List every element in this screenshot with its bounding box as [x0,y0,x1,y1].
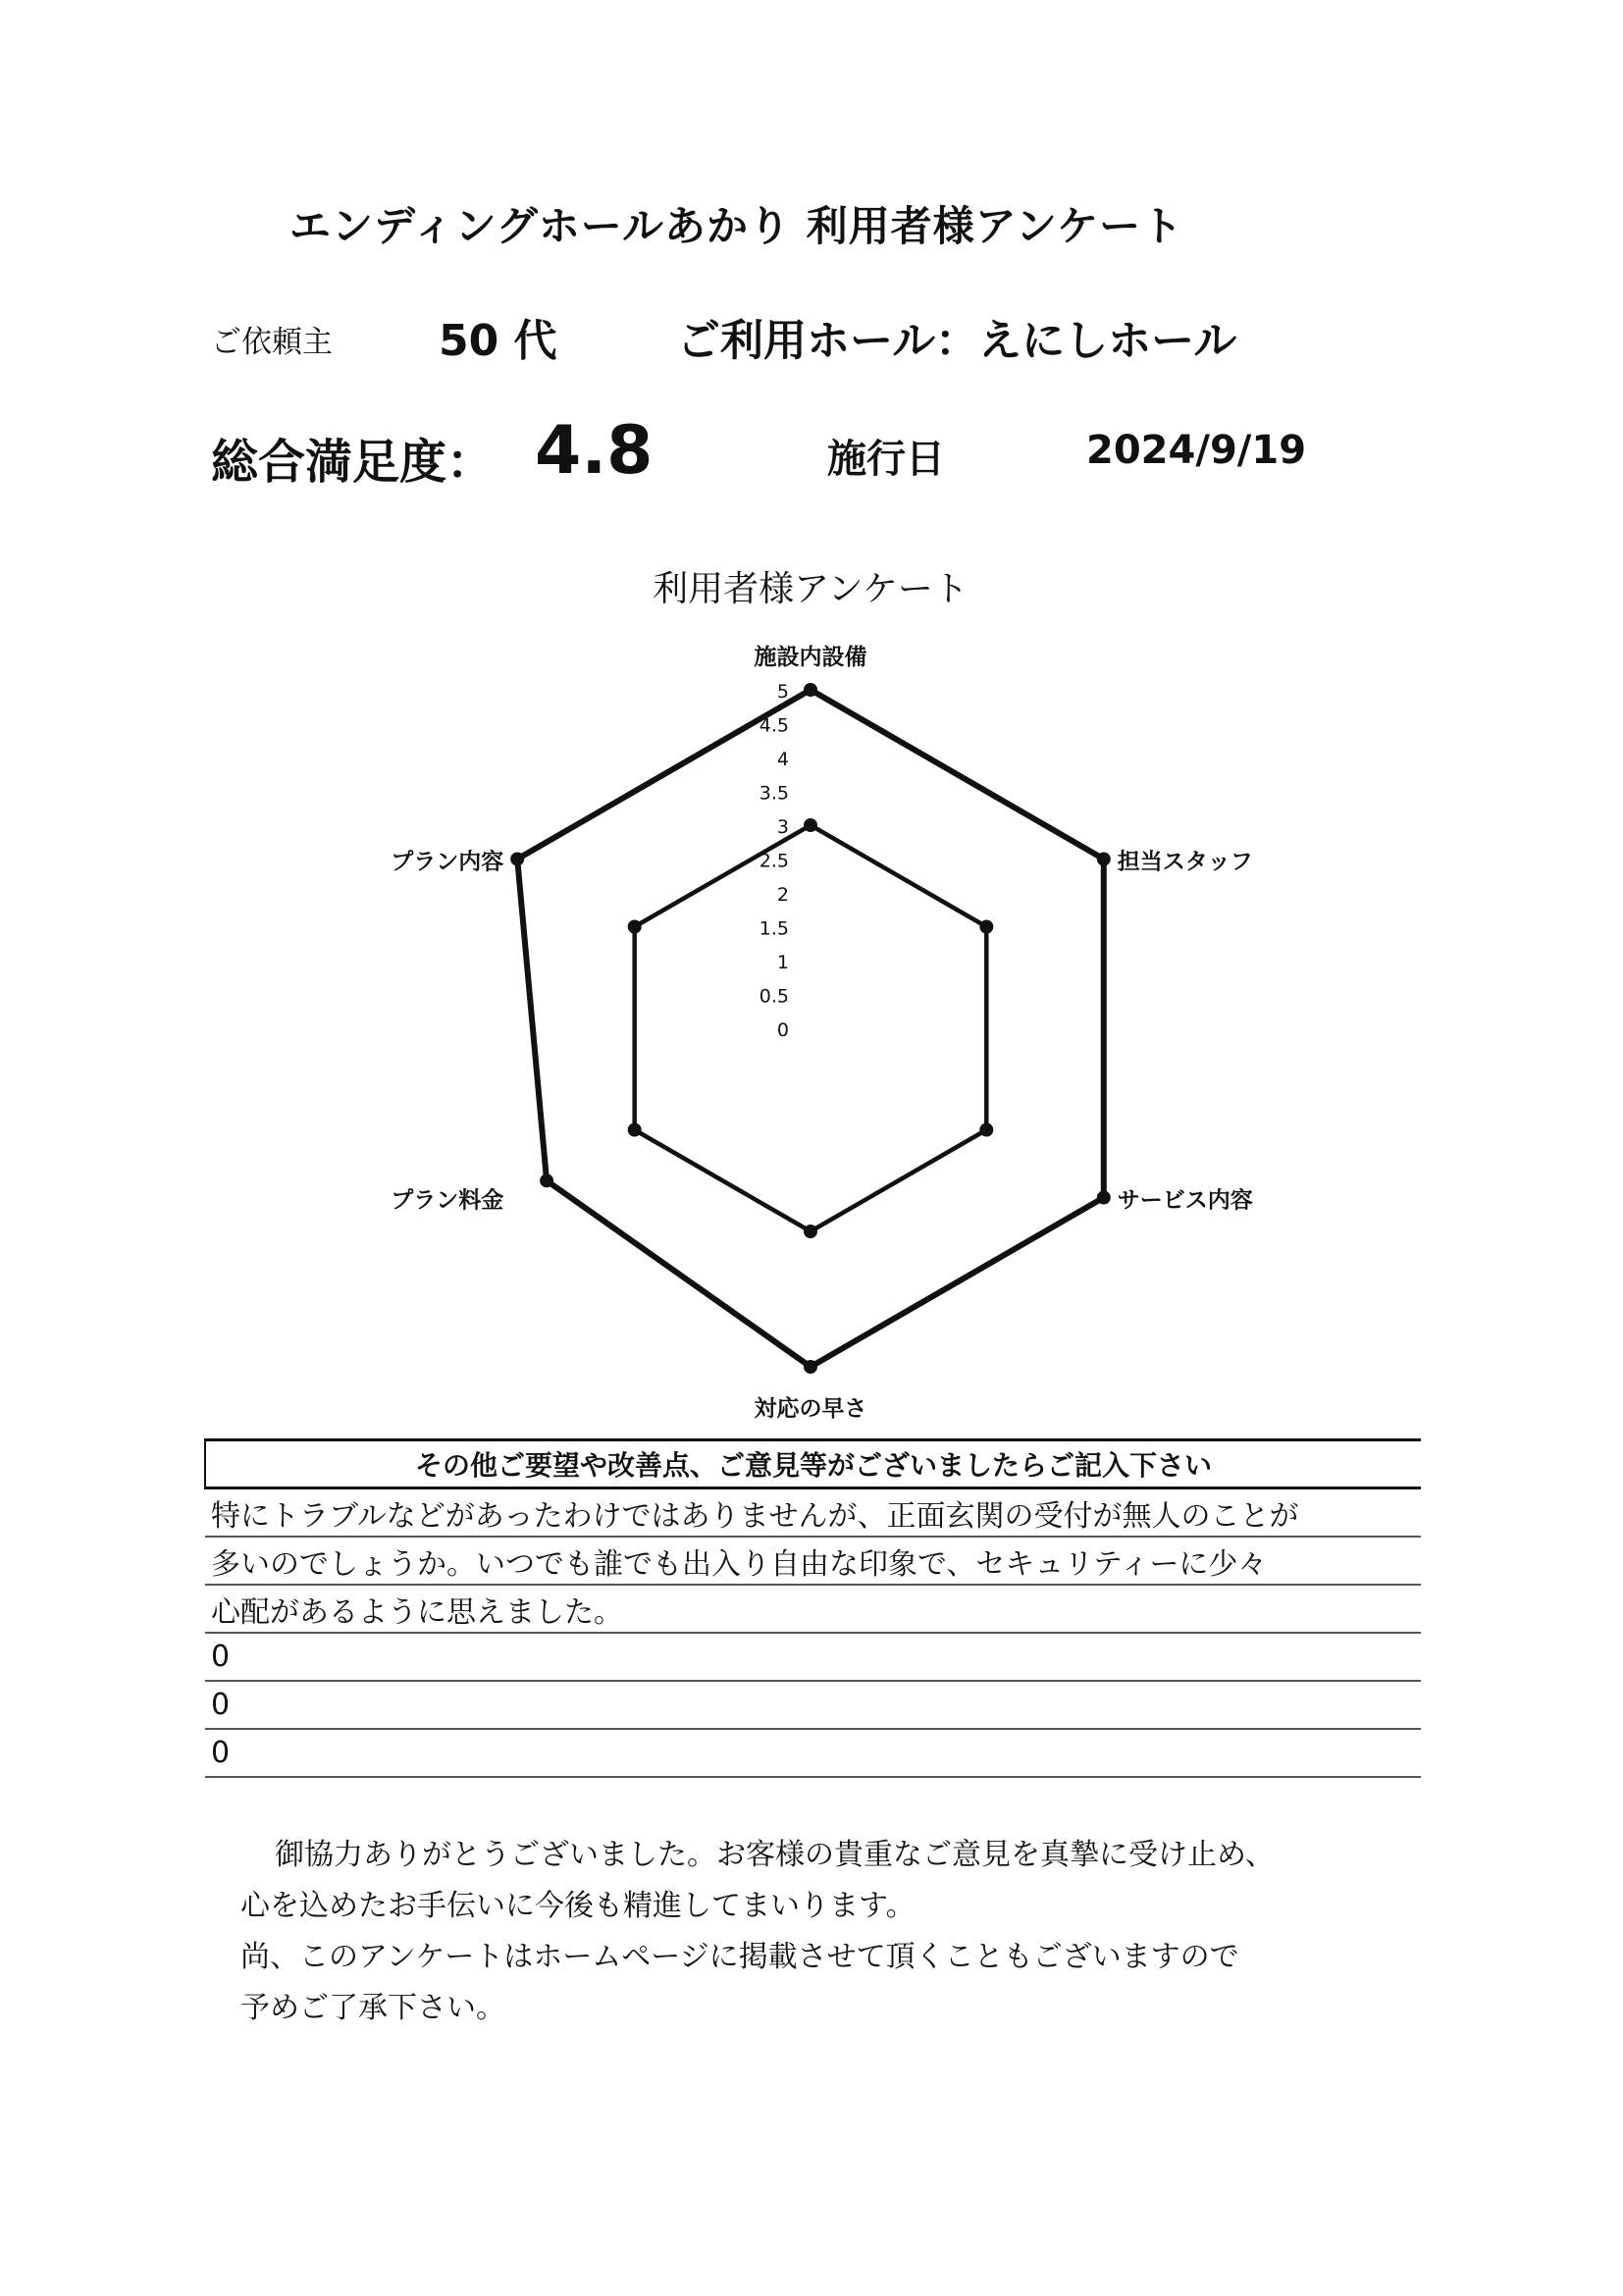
r-tick-label: 3.5 [759,782,789,805]
r-tick-label: 5 [776,681,789,703]
r-tick-label: 4.5 [759,714,789,737]
series-1-point [510,853,524,866]
r-tick-label: 2.5 [759,850,789,872]
document-title: エンディングホールあかり 利用者様アンケート [289,202,1184,250]
series-1-point [540,1174,553,1187]
client-label: ご依頼主 [211,325,333,360]
comments-table [204,1438,1421,1778]
date-value: 2024/9/19 [1086,428,1307,473]
r-tick-label: 0.5 [759,985,789,1008]
date-label: 施行日 [827,437,945,482]
category-label: 対応の早さ [754,1396,867,1422]
satisfaction-label: 総合満足度： [211,435,495,490]
closing-line: 御協力ありがとうございました。お客様の貴重なご意見を真摯に受け止め、 [275,1838,1275,1872]
comment-row [205,1537,1421,1585]
comment-row [205,1633,1421,1681]
series-1-line [517,690,1104,1367]
series-2-point [628,1123,642,1137]
comment-row [205,1681,1421,1729]
category-label: プラン内容 [391,849,504,875]
category-label: 施設内設備 [754,645,867,670]
series-1-point [1097,853,1111,866]
series-2-point [979,1123,993,1137]
comment-row [205,1488,1421,1538]
r-tick-label: 1.5 [759,917,789,940]
r-tick-label: 2 [776,884,789,906]
r-tick-label: 1 [776,952,789,973]
comment-line: 心配があるように思えました。 [205,1585,1421,1633]
comments-header: その他ご要望や改善点、ご意見等がございましたらご記入下さい [205,1440,1421,1488]
category-label: プラン料金 [391,1187,504,1214]
series-1-point [1097,1191,1111,1205]
closing-line: 尚、このアンケートはホームページに掲載させて頂くこともございますので [240,1940,1239,1974]
comment-line: 0 [205,1681,1421,1729]
comment-line: 0 [205,1729,1421,1777]
closing-message [240,1830,1275,2034]
closing-line: 予めご了承下さい。 [240,1991,505,2025]
series-1-point [804,1360,817,1374]
series-2-point [804,1225,817,1238]
series-2-point [628,920,642,934]
closing-line: 心を込めたお手伝いに今後も精進してまいります。 [240,1889,916,1923]
comment-row [205,1729,1421,1777]
category-label: 担当スタッフ [1117,849,1253,875]
satisfaction-value: 4.8 [535,412,654,490]
chart-title: 利用者様アンケート [653,569,969,609]
hall-label: ご利用ホール：えにしホール [677,316,1237,366]
comment-line: 多いのでしょうか。いつでも誰でも出入り自由な印象で、セキュリティーに少々 [205,1537,1421,1585]
r-tick-label: 0 [776,1019,789,1041]
series-2-point [979,920,993,934]
category-label: サービス内容 [1117,1187,1253,1214]
series-2-point [804,818,817,832]
r-tick-label: 3 [776,816,789,838]
series-2-line [635,825,987,1231]
comment-line: 0 [205,1633,1421,1681]
comment-line: 特にトラブルなどがあったわけではありませんが、正面玄関の受付が無人のことが [205,1488,1421,1538]
client-age: 50 代 [439,316,557,366]
series-1-point [804,683,817,697]
comment-row [205,1585,1421,1633]
r-tick-label: 4 [776,749,789,770]
